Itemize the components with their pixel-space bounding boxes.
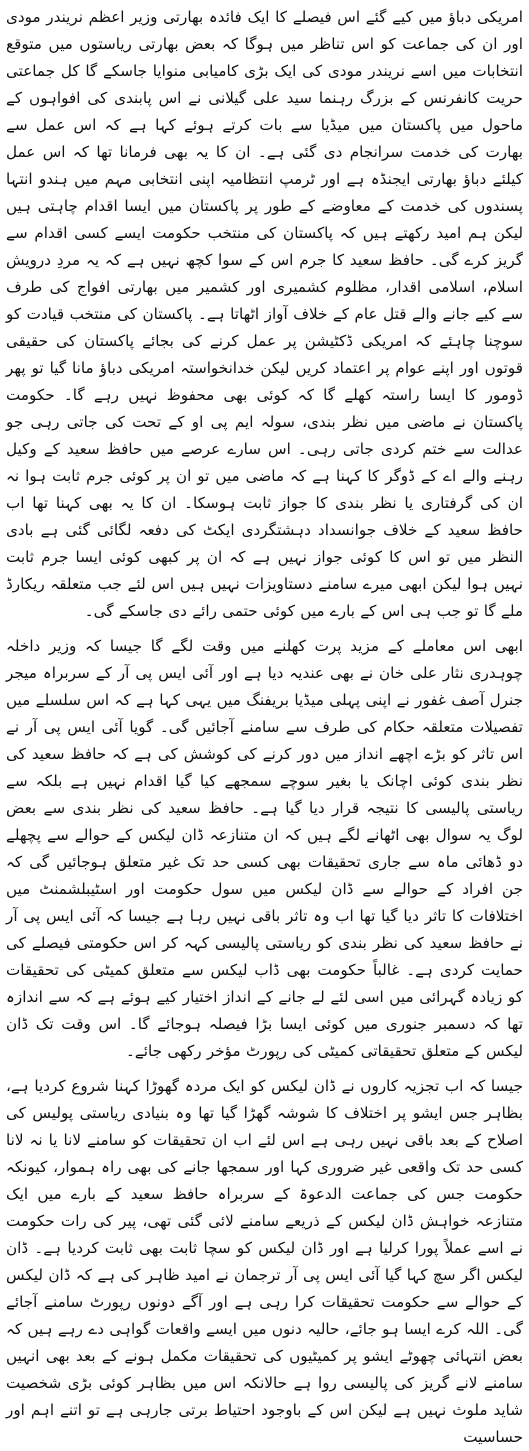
- article-paragraph-1: امریکی دباؤ میں کیے گئے اس فیصلے کا ایک فائدہ بھارتی وزیر اعظم نریندر مودی اور ان کی جماعت کو اس تناظر میں ہوگا کہ بعض بھارتی ریاستوں میں متوقع انتخابات میں اسے نریندر مودی کی ایک بڑی کامیابی منوایا جاسکے گا کل جماعتی حریت کانفرنس کے بزرگ رہنما سید علی گیلانی نے اس پابندی کی افواہوں کے ماحول میں پاکستان میں میڈیا سے بات کرتے ہوئے کہا ہے کہ اس عمل سے بھارت کی خدمت سرانجام دی گئی ہے۔ ان کا یہ بھی فرمانا تھا کہ اس عمل کیلئے دباؤ بھارتی ایجنڈہ ہے اور ٹرمپ انتظامیہ اپنی انتخابی مہم میں ہندو انتہا پسندوں کی خدمت کے معاوضے کے طور پر پاکستان میں ایسا اقدام چاہتی ہیں لیکن ہم امید رکھتے ہیں کہ پاکستان کی منتخب حکومت ایسے کسی اقدام سے گریز کرے گی۔ حافظ سعید کا جرم اس کے سوا کچھ نہیں ہے کہ یہ مردِ درویش اسلام، اسلامی اقدار، مظلوم کشمیری اور کشمیر میں بھارتی افواج کی طرف سے کیے جانے والے قتل عام کے خلاف آواز اٹھاتا ہے۔ پاکستان کی منتخب قیادت کو سوچنا چاہئے کہ امریکی ڈکٹیشن پر عمل کرنے کی بجائے پاکستان کی حقیقی قوتوں اور اپنے عوام پر اعتماد کریں لیکن خدانخواستہ امریکی دباؤ مانا گیا تو پھر ڈومور کا ایسا راستہ کھلے گا کہ کوئی بھی محفوظ نہیں رہے گا۔ حکومت پاکستان نے ماضی میں نظر بندی، سولہ ایم پی او کے تحت کی جاتی رہی جو عدالت سے ختم کردی جاتی رہی۔ اس سارے عرصے میں حافظ سعید کے وکیل رہنے والے اے کے ڈوگر کا کہنا ہے کہ ماضی میں تو ان پر کوئی جرم ثابت ہوا نہ ان کی گرفتاری یا نظر بندی کا جواز ثابت ہوسکا۔ ان کا یہ بھی کہنا تھا اب حافظ سعید کے خلاف جوانسداد دہشتگردی ایکٹ کی دفعہ لگائی گئی ہے بادی النظر میں تو اس کا کوئی جواز نہیں ہے کہ ان پر کبھی کوئی ایسا جرم ثابت نہیں ہوا لیکن ابھی میرے سامنے دستاویزات نہیں ہیں اس لئے جب متعلقہ ریکارڈ ملے گا تو جب ہی اس کے بارے میں کوئی حتمی رائے دی جاسکے گی۔: [6, 8, 523, 620]
- article-paragraph-2: ابھی اس معاملے کے مزید پرت کھلنے میں وقت لگے گا جیسا کہ وزیر داخلہ چوہدری نثار علی خان نے بھی عندیہ دیا ہے اور آئی ایس پی آر کے سربراہ میجر جنرل آصف غفور نے اپنی پہلی میڈیا بریفنگ میں یہی کہا ہے کہ اس سلسلے میں تفصیلات متعلقہ حکام کی طرف سے سامنے آجائیں گی۔ گویا آئی ایس پی آر نے اس تاثر کو بڑے اچھے انداز میں دور کرنے کی کوشش کی ہے کہ حافظ سعید کی نظر بندی کوئی اچانک یا بغیر سوچے سمجھے کیا گیا اقدام نہیں ہے بلکہ سے ریاستی پالیسی کا نتیجہ قرار دیا گیا ہے۔ حافظ سعید کی نظر بندی سے بعض لوگ یہ سوال بھی اٹھانے لگے ہیں کہ ان متنازعہ ڈان لیکس کے حوالے سے پچھلے دو ڈھائی ماہ سے جاری تحقیقات بھی کسی حد تک غیر متعلق ہوجائیں گی کہ جن افراد کے حوالے سے ڈان لیکس میں سول حکومت اور اسٹیبلشمنٹ میں اختلافات کا تاثر دیا گیا تھا اب وہ تاثر باقی نہیں رہا ہے جیسا کہ آئی ایس پی آر نے حافظ سعید کی نظر بندی کو ریاستی پالیسی کہہ کر اس حکومتی فیصلے کی حمایت کردی ہے۔ غالباً حکومت بھی ڈاب لیکس سے متعلق کمیٹی کی تحقیقات کو زیادہ گہرائی میں اسی لئے لے جانے کے انداز اختیار کیے ہوئے ہے کہ سے اندازہ تھا کہ دسمبر جنوری میں کوئی ایسا بڑا فیصلہ ہوجائے گا۔ اس وقت تک ڈان لیکس کے متعلق تحقیقاتی کمیٹی کی رپورٹ مؤخر رکھی جائے۔: [6, 637, 523, 1060]
- article-paragraph-3: جیسا کہ اب تجزیہ کاروں نے ڈان لیکس کو ایک مردہ گھوڑا کہنا شروع کردیا ہے، بظاہر جس ایشو پر اختلاف کا شوشہ گھڑا گیا تھا وہ بنیادی ریاستی پولیس کی اصلاح کے بعد باقی نہیں رہی ہے اس لئے اب ان تحقیقات کو سامنے لانا یا نہ لانا کسی حد تک واقعی غیر ضروری کہا اور سمجھا جانے کی بھی راہ ہموار، کیونکہ حکومت جس کی جماعت الدعوۃ کے سربراہ حافظ سعید کے بارے میں ایک متنازعہ خواہش ڈان لیکس کے ذریعے سامنے لائی گئی تھی، پیر کی رات حکومت نے اسے عملاً پورا کرلیا ہے اور ڈان لیکس کو سچا ثابت بھی ثابت کردیا ہے۔ ڈان لیکس اگر سچ کہا گیا آئی ایس پی آر ترجمان نے امید ظاہر کی ہے کہ ڈان لیکس کے حوالے سے حکومت تحقیقات کرا رہی ہے اور آگے دونوں رپورٹ سامنے آجائے گی۔ اللہ کرے ایسا ہو جائے، حالیہ دنوں میں ایسے واقعات گواہی دے رہے ہیں کہ بعض انتہائی چھوٹے ایشو پر کمیٹیوں کی تحقیقات مکمل ہونے کے بعد بھی انہیں سامنے لانے گریز کی پالیسی روا ہے حالانکہ اس میں بظاہر کوئی بڑی شخصیت شاید ملوث نہیں ہے لیکن اس کے باوجود احتیاط برتی جارہی ہے تو اتنے اہم اور حساسیت: [6, 1077, 523, 1446]
